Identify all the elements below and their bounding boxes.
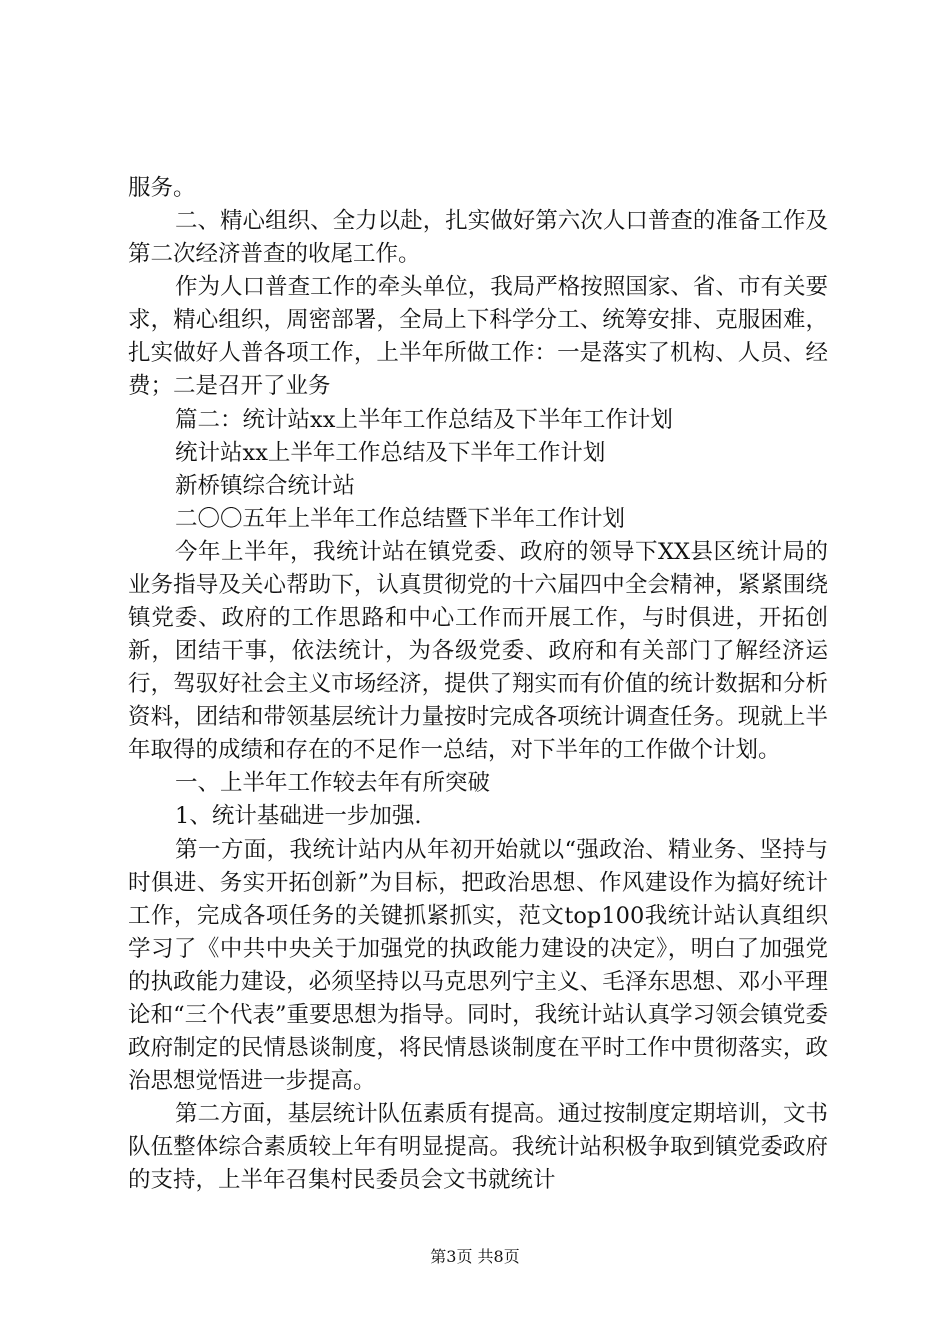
section-heading: 一、上半年工作较去年有所突破 (175, 770, 491, 797)
page-footer (0, 1244, 950, 1267)
section-heading: 篇二：统计站xx上半年工作总结及下半年工作计划 (175, 406, 673, 433)
organization-name: 新桥镇综合统计站 (175, 472, 356, 499)
paragraph: 第一方面，我统计站内从年初开始就以“强政治、精业务、坚持与时俱进、务实开拓创新”为目标，把政治思想、作风建设作为搞好统计工作，完成各项任务的关键抓紧抓实，范文top100我统计站认真组织学习了《中共中央关于加强党的执政能力建设的决定》，明白了加强党的执政能力建设，必须坚持以马克思列宁主义、毛泽东思想、邓小平理论和“三个代表”重要思想为指导。同时，我统计站认真学习领会镇党委政府制定的民情恳谈制度，将民情恳谈制度在平时工作中贯彻落实，政治思想觉悟进一步提高。 (128, 836, 828, 1095)
document-subtitle: 二〇〇五年上半年工作总结暨下半年工作计划 (175, 505, 626, 532)
paragraph: 今年上半年，我统计站在镇党委、政府的领导下XX县区统计局的业务指导及关心帮助下，认真贯彻党的十六届四中全会精神，紧紧围绕镇党委、政府的工作思路和中心工作而开展工作，与时俱进，开拓创新，团结干事，依法统计，为各级党委、政府和有关部门了解经济运行，驾驭好社会主义市场经济，提供了翔实而有价值的统计数据和分析资料，团结和带领基层统计力量按时完成各项统计调查任务。现就上半年取得的成绩和存在的不足作一总结，对下半年的工作做个计划。 (128, 538, 828, 764)
paragraph: 服务。 (128, 175, 196, 201)
document-title: 统计站xx上半年工作总结及下半年工作计划 (175, 439, 606, 466)
paragraph: 作为人口普查工作的牵头单位，我局严格按照国家、省、市有关要求，精心组织，周密部署，全局上下科学分工、统筹安排、克服困难，扎实做好人普各项工作，上半年所做工作：一是落实了机构、人员、经费；二是召开了业务 (128, 274, 828, 400)
document-body (128, 172, 828, 1197)
paragraph: 第二方面，基层统计队伍素质有提高。通过按制度定期培训，文书队伍整体综合素质较上年有明显提高。我统计站积极争取到镇党委政府的支持，上半年召集村民委员会文书就统计 (128, 1101, 828, 1194)
subsection-heading: 1、统计基础进一步加强. (175, 803, 422, 830)
paragraph: 二、精心组织、全力以赴，扎实做好第六次人口普查的准备工作及第二次经济普查的收尾工作。 (128, 208, 828, 268)
page-number-label: 第3页 共8页 (430, 1247, 520, 1266)
